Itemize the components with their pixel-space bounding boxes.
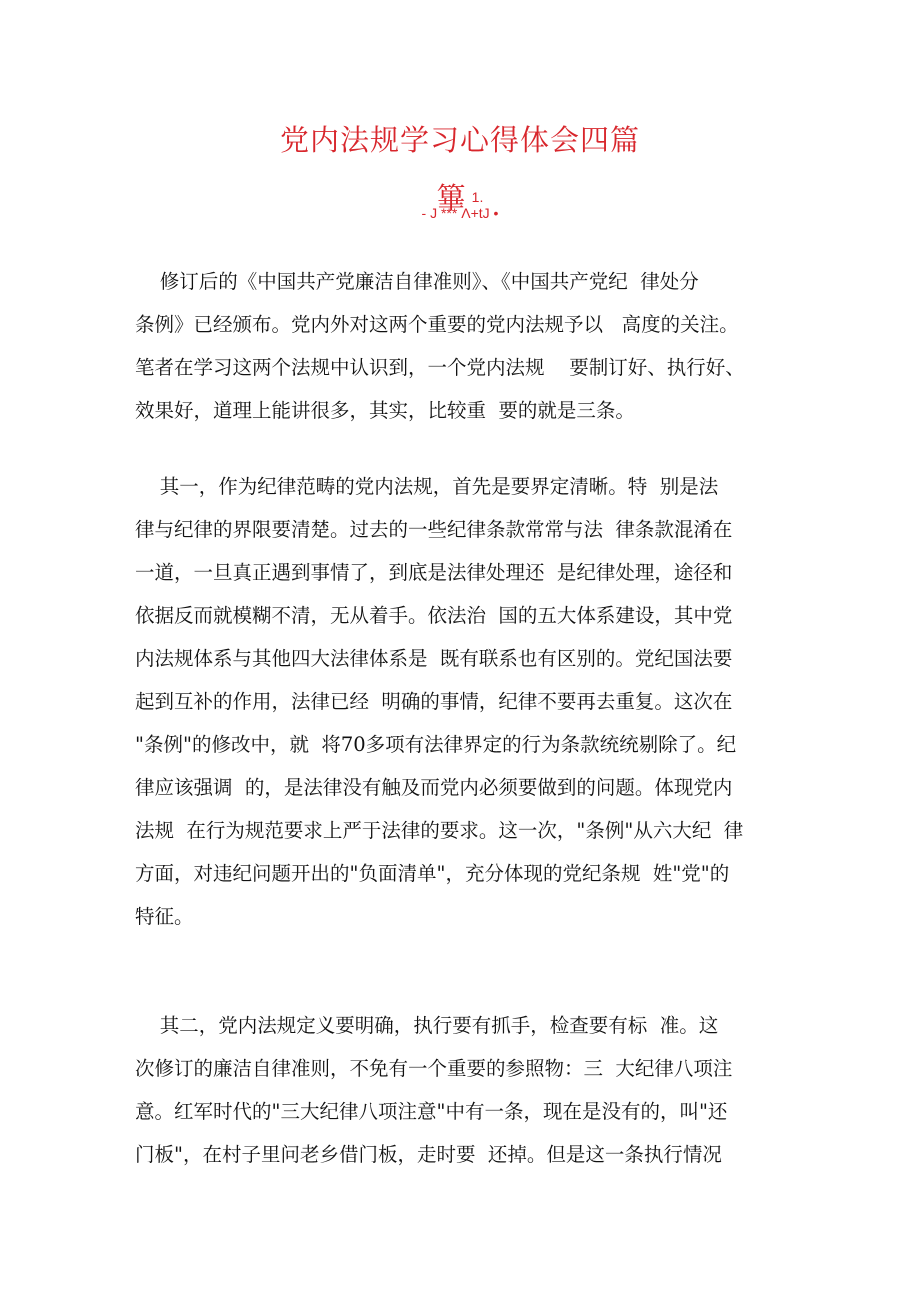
chapter-subline: - J *** Λ+tJ • <box>421 205 499 221</box>
paragraph-line: 其二，党内法规定义要明确，执行要有抓手，检查要有标 准。这 <box>135 1014 719 1037</box>
chapter-char: 篳 <box>436 181 466 215</box>
paragraph-line: 条例》已经颁布。党内外对这两个重要的党内法规予以 高度的关注。 <box>135 313 739 336</box>
paragraph-line: 次修订的廉洁自律准则，不免有一个重要的参照物：三 大纪律八项注 <box>135 1057 733 1080</box>
paragraph-line: 门板"，在村子里问老乡借门板，走时要 还掉。但是这一条执行情况 <box>135 1143 722 1166</box>
paragraph-line: 其一，作为纪律范畴的党内法规，首先是要界定清晰。特 别是法 <box>135 475 719 498</box>
paragraph-line: 特征。 <box>135 905 194 928</box>
paragraph-line: 修订后的《中国共产党廉洁自律准则》、《中国共产党纪 律处分 <box>135 270 699 293</box>
paragraph-2 <box>135 465 795 938</box>
paragraph-line: "条例"的修改中，就 将70多项有法律界定的行为条款统统剔除了。纪 <box>135 733 737 756</box>
paragraph-line: 方面，对违纪问题开出的"负面清单"，充分体现的党纪条规 姓"党"的 <box>135 862 730 885</box>
paragraph-line: 笔者在学习这两个法规中认识到，一个党内法规 要制订好、执行好、 <box>135 356 745 379</box>
paragraph-line: 律与纪律的界限要清楚。过去的一些纪律条款常常与法 律条款混淆在 <box>135 518 733 541</box>
paragraph-line: 起到互补的作用，法律已经 明确的事情，纪律不要再去重复。这次在 <box>135 690 733 713</box>
paragraph-line: 法规 在行为规范要求上严于法律的要求。这一次，"条例"从六大纪 律 <box>135 819 744 842</box>
paragraph-1 <box>135 260 795 432</box>
paragraph-line: 依据反而就模糊不清，无从着手。依法治 国的五大体系建设，其中党 <box>135 604 733 627</box>
paragraph-line: 意。红军时代的"三大纪律八项注意"中有一条，现在是没有的，叫"还 <box>135 1100 728 1123</box>
page-title: 党内法规学习心得体会四篇 <box>279 123 640 157</box>
paragraph-line: 内法规体系与其他四大法律体系是 既有联系也有区别的。党纪国法要 <box>135 647 733 670</box>
paragraph-line: 律应该强调 的，是法律没有触及而党内必须要做到的问题。体现党内 <box>135 776 733 799</box>
paragraph-line: 效果好，道理上能讲很多，其实，比较重 要的就是三条。 <box>135 399 635 422</box>
paragraph-line: 一道，一旦真正遇到事情了，到底是法律处理还 是纪律处理，途径和 <box>135 561 733 584</box>
paragraph-3 <box>135 1004 795 1176</box>
chapter-number: 1. <box>471 189 484 205</box>
